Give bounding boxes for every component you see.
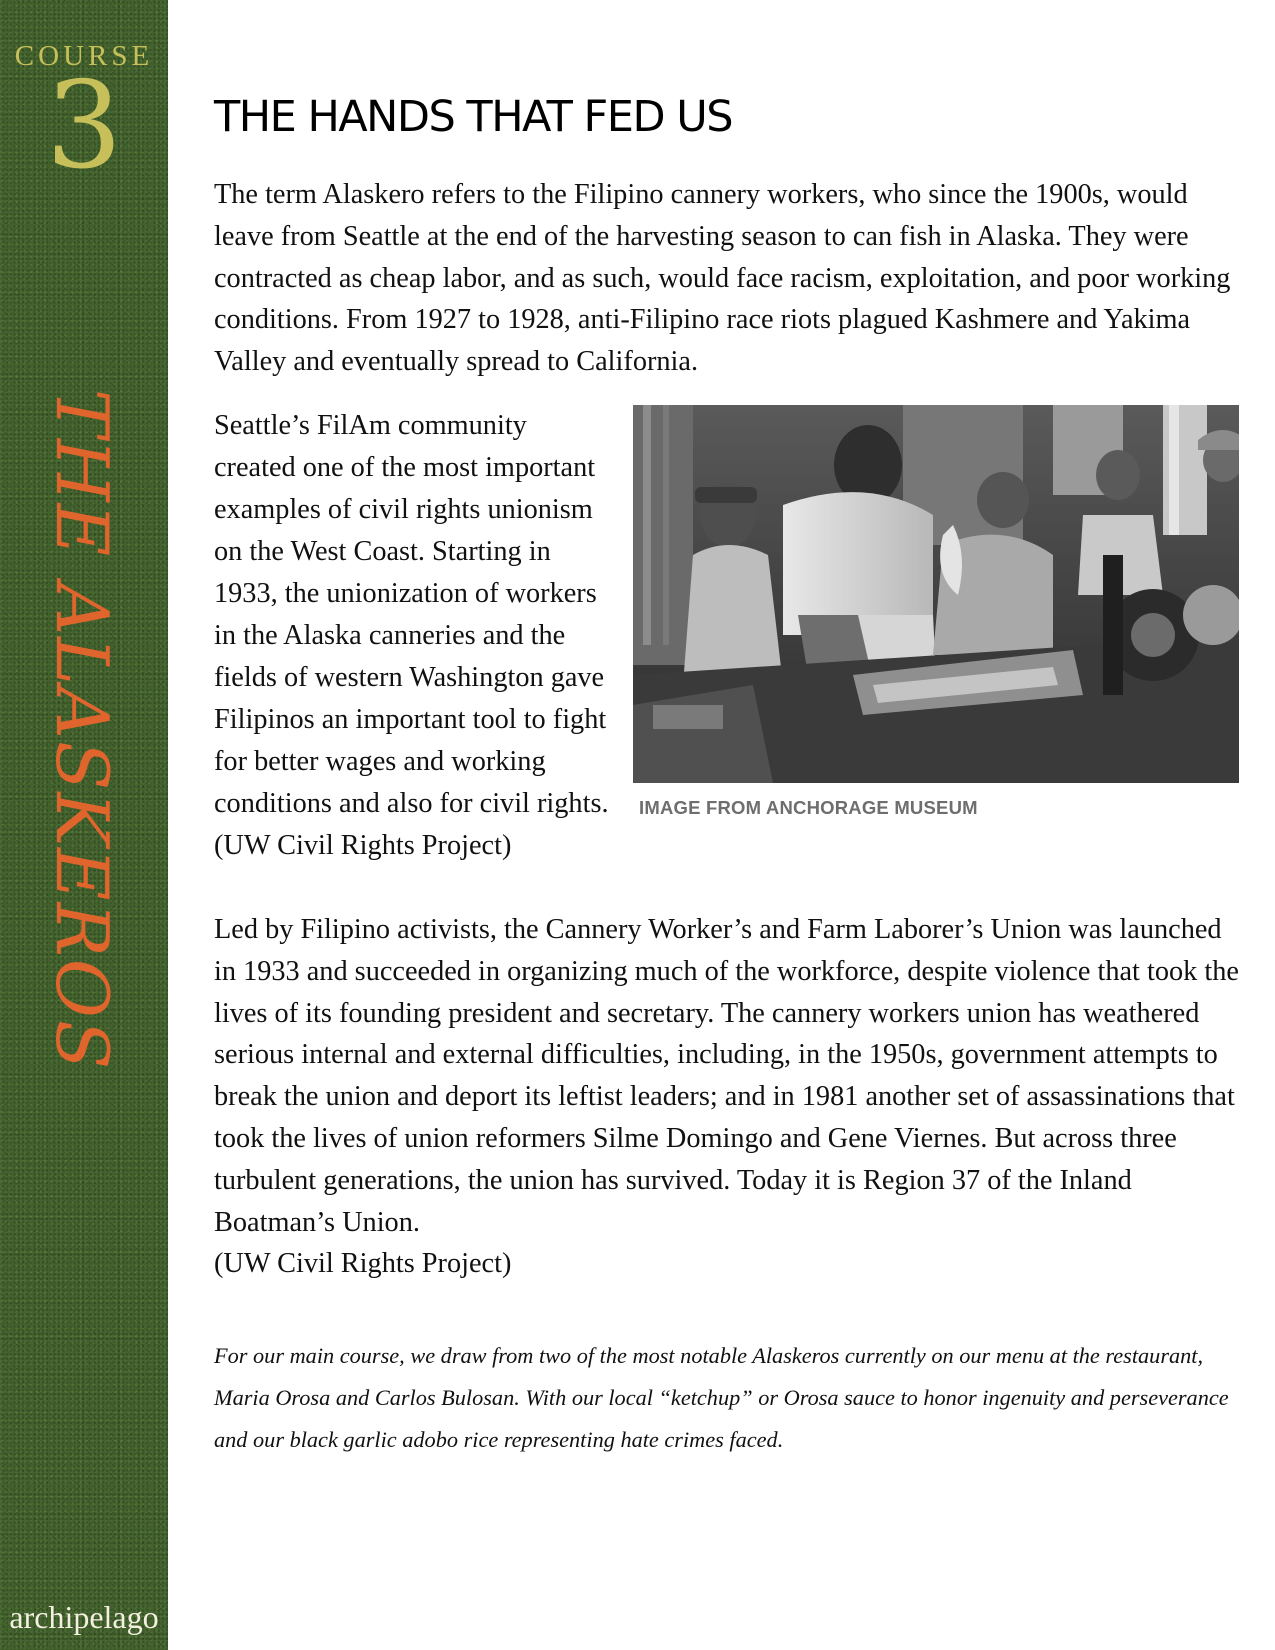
union-section [214, 405, 1239, 867]
section-vertical-title: THE ALASKEROS [40, 388, 124, 1072]
brand-logo-text: archipelago [9, 1599, 159, 1635]
cannery-union-paragraph [214, 909, 1239, 1285]
cannery-photo-figure [633, 405, 1239, 819]
cannery-union-text: Led by Filipino activists, the Cannery Worker’s and Farm Laborer’s Union was launched in 1933 and succeeded in organizing much of the workforce, despite violence that took the lives of its founding president and secretary. The cannery workers union has weathered serious internal and external difficulties, including, in the 1950s, government attempts to break the union and deport its leftist leaders; and in 1981 another set of assassinations that took the lives of union reformers Silme Domingo and Gene Viernes. But across three turbulent generations, the union has survived. Today it is Region 37 of the Inland Boatman’s Union. [214, 913, 1239, 1238]
citation: (UW Civil Rights Project) [214, 1248, 512, 1280]
course-sidebar [0, 0, 168, 1650]
union-paragraph: Seattle’s FilAm community created one of the most important examples of civil rights unionism on the West Coast. Starting in 1933, the unionization of workers in the Alaska canneries and the fields of western Washington gave Filipinos an important tool to fight for better wages and working conditions and also for civil rights. (UW Civil Rights Project) [214, 409, 609, 861]
course-label: COURSE [14, 40, 154, 72]
course-number: 3 [45, 57, 123, 196]
photo-credit: IMAGE FROM ANCHORAGE MUSEUM [639, 796, 978, 818]
main-course-note: For our main course, we draw from two of the most notable Alaskeros currently on our menu at the restaurant, Maria Orosa and Carlos Bulosan. With our local “ketchup” or Orosa sauce to honor ingenuity and perseverance and our black garlic adobo rice representing hate crimes faced. [214, 1343, 1229, 1453]
main-content [214, 88, 1239, 1461]
cannery-workers-photo [633, 405, 1239, 783]
intro-paragraph: The term Alaskero refers to the Filipino cannery workers, who since the 1900s, would leave from Seattle at the end of the harvesting season to can fish in Alaska. They were contracted as cheap labor, and as such, would face racism, exploitation, and poor working conditions. From 1927 to 1928, anti-Filipino race riots plagued Kashmere and Yakima Valley and eventually spread to California. [214, 179, 1231, 378]
page-title: THE HANDS THAT FED US [214, 92, 732, 142]
